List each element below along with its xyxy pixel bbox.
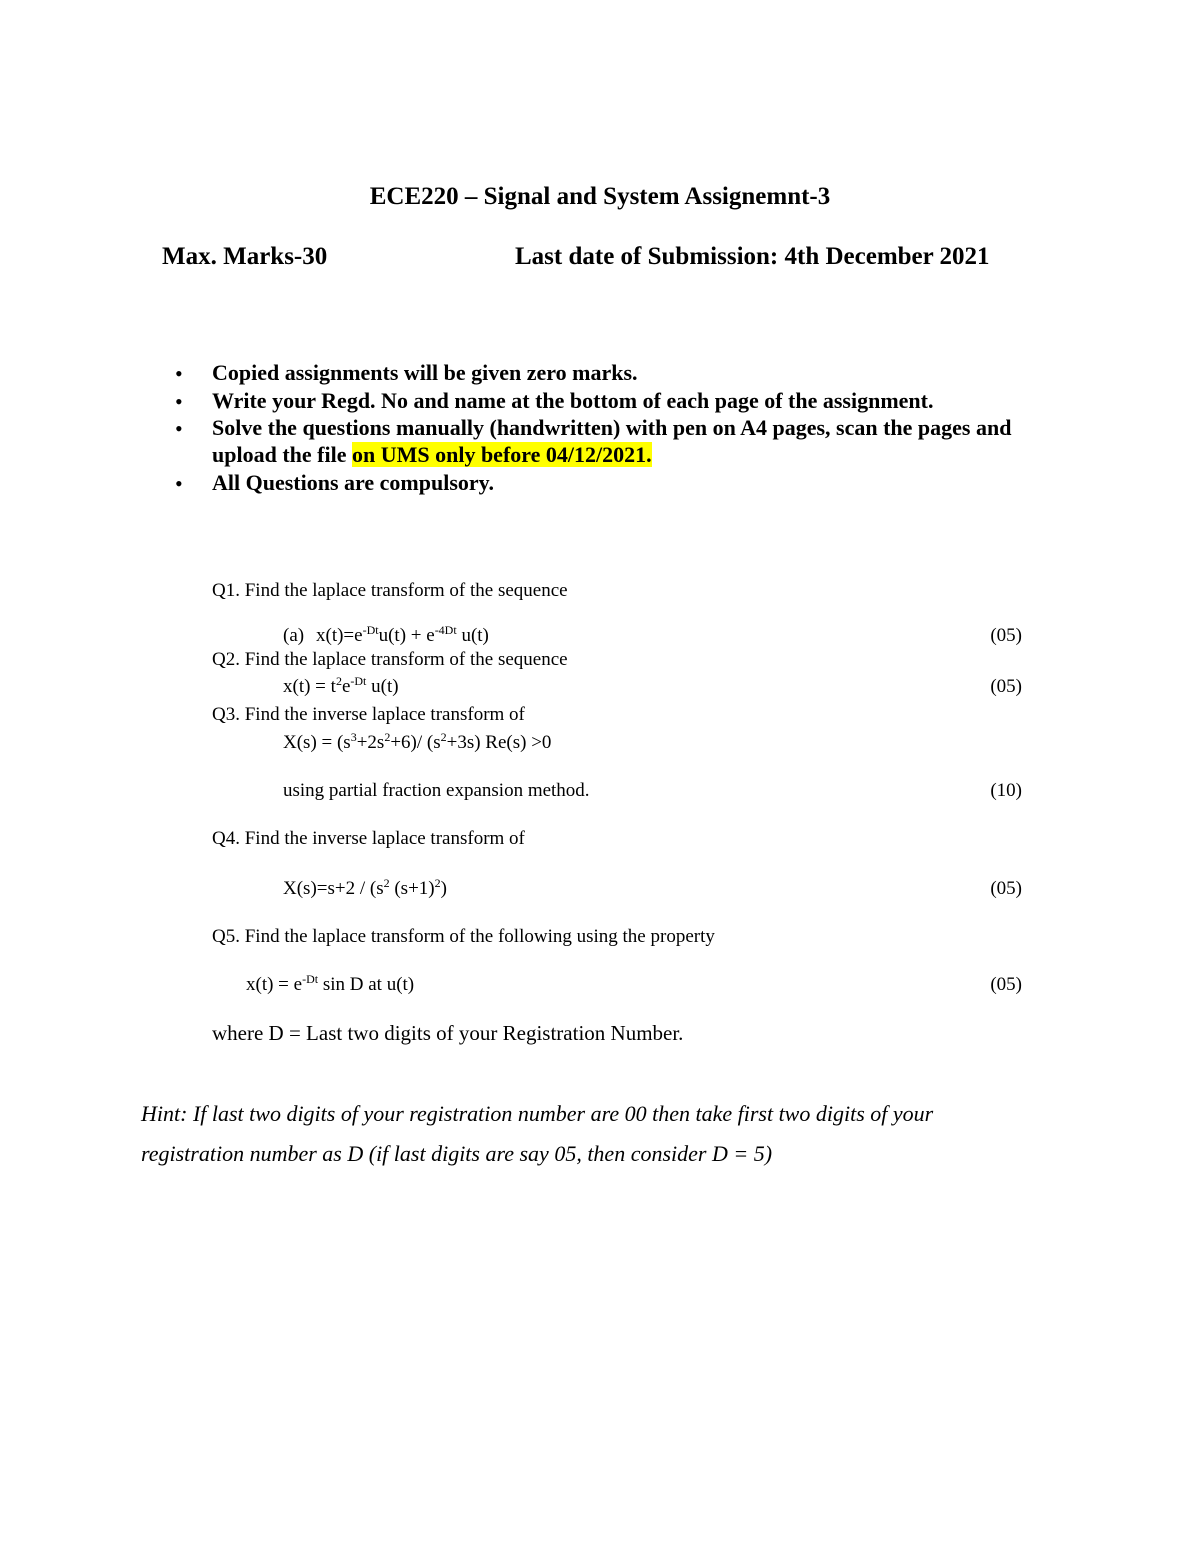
q4-marks: (05) <box>990 878 1022 899</box>
highlighted-deadline: on UMS only before 04/12/2021. <box>351 442 652 467</box>
q1-part-label: (a) <box>283 625 305 646</box>
bullet-icon: • <box>175 471 183 496</box>
bullet-icon: • <box>175 389 183 414</box>
max-marks: Max. Marks-30 <box>162 243 328 270</box>
q5-where: where D = Last two digits of your Registration Number. <box>212 1021 684 1045</box>
last-date: Last date of Submission: 4th December 2021 <box>515 243 990 270</box>
q3-marks: (10) <box>990 780 1022 801</box>
q2-expression: $x(t) = t^2e^{-Dt}$ u(t) <box>283 674 399 697</box>
q1-marks: (05) <box>990 625 1022 646</box>
bullet-icon: • <box>175 361 183 386</box>
bullet-icon: • <box>175 416 183 441</box>
instruction-item: All Questions are compulsory. <box>212 470 494 495</box>
instruction-item: Copied assignments will be given zero marks. <box>212 360 638 385</box>
hint-line: Hint: If last two digits of your registration number are 00 then take first two digits of your <box>141 1101 934 1126</box>
q2-marks: (05) <box>990 676 1022 697</box>
instruction-item: Write your Regd. No and name at the bottom of each page of the assignment. <box>212 388 934 413</box>
q5-text: Q5. Find the laplace transform of the following using the property <box>212 926 715 947</box>
q1-text: Q1. Find the laplace transform of the sequence <box>212 580 568 601</box>
q3-text: Q3. Find the inverse laplace transform of <box>212 704 525 725</box>
q3-method: using partial fraction expansion method. <box>283 780 590 801</box>
page-title: ECE220 – Signal and System Assignemnt-3 <box>369 183 831 210</box>
q4-text: Q4. Find the inverse laplace transform of <box>212 828 525 849</box>
q2-text: Q2. Find the laplace transform of the sequence <box>212 649 568 670</box>
q5-expression: $x(t) = e^{-Dt}$ sin D at u(t) <box>246 972 415 995</box>
hint-line: registration number as D (if last digits are say 05, then consider D = 5) <box>141 1141 773 1166</box>
instruction-item-continued <box>212 442 652 468</box>
q4-expression: $X(s)=s+2 / (s^2$ $(s+1)^2$) <box>283 876 447 899</box>
q5-marks: (05) <box>990 974 1022 995</box>
instruction-text: upload the file <box>212 442 352 467</box>
q1-expression: $x(t)=e^{-Dt}u(t) + e^{-4Dt}$ u(t) <box>316 623 489 646</box>
q3-expression: $X(s) = (s^3+2s^2+6)/$ $(s^2+3s)$ Re(s) >0 <box>283 730 552 753</box>
instruction-item: Solve the questions manually (handwritten) with pen on A4 pages, scan the pages and <box>212 415 1012 440</box>
